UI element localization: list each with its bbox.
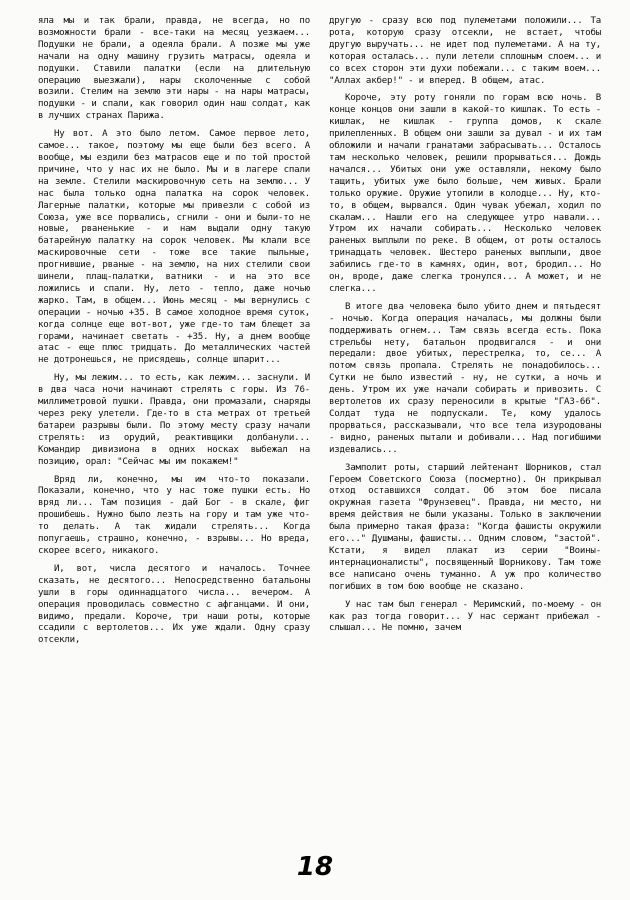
paragraph: У нас там был генерал - Меримский, по-моему - он как раз тогда говорит... У нас сержант прибежал - слышал... Не помню, зачем (329, 599, 601, 634)
paragraph: Ну, мы лежим... то есть, как лежим... заснули. И в два часа ночи начинают стрелять с горы. Из 76-миллиметровой пушки. Правда, они промазали, снаряды через реку улетели. Где-то в ста метрах от третьей батареи разрывы были. По этому месту сразу начали стрелять: из орудий, реактивщики долбанули... Командир дивизиона в одних носках выбежал на позицию, орал: "Сейчас мы им покажем!" (38, 373, 310, 467)
paragraph: В итоге два человека было убито днем и пятьдесят - ночью. Когда операция началась, мы должны были поддерживать огнем... Там связь всегда есть. Пока стрельбы нету, батальон продвигался - и они передали: двое убитых, перестрелка, то, се... А потом связь пропала. Стрелять не понадобилось... Сутки не было известий - ну, не сутки, а ночь и день. Утром их уже начали собирать и привозить. С вертолетов их сразу переносили в крытые "ГАЗ-66". Солдат туда не подпускали. Те, кому удалось прорваться, рассказывали, что все тела изуродованы - видно, раненых пытали и добивали... Над погибшими издевались... (329, 301, 601, 455)
paragraph: И, вот, числа десятого и началось. Точнее сказать, не десятого... Непосредственно батальоны ушли в горы одиннадцатого числа... вечером. А операция проводилась совместно с афганцами. И они, видимо, предали. Короче, три наши роты, которые ссадили с вертолетов... Их уже ждали. Одну сразу отсекли, (38, 563, 310, 646)
page-number: 18 (296, 852, 334, 882)
paragraph: Ну вот. А это было летом. Самое первое лето, самое... такое, поэтому мы еще были без всего. А вообще, мы ездили без матрасов еще и по той простой причине, что у нас их не было. Мы и в лагере спали на земле. Стелили маскировочную сеть на землю... У нас была только одна палатка на сорок человек. Лагерные палатки, которые мы привезли с собой из Союза, уже все порвались, сгнили - они и были-то не новые, рваненькие - и нам выдали одну такую батарейную палатку на сорок человек. Мы клали все маскировочные сети - тоже все такие пыльные, прогнившие, рваные - на землю, на них стелили свои шинели, плащ-палатки, ватники - и на это все ложились и спали. Ну, лето - тепло, даже ночью жарко. Там, в общем... Июнь месяц - мы вернулись с операции - ночью +35. В самое холодное время суток, когда солнце еще вот-вот, уже где-то там блещет за горами, начинает светать - +35. Ну, а днем вообще атас - еще плюс тридцать. До металлических частей не дотронешься, не присядешь, солнце шпарит... (38, 129, 310, 366)
paragraph: другую - сразу всю под пулеметами положили... Та рота, которую сразу отсекли, не встает, чтобы другую выручать... не идет под пулеметами. А на ту, которая осталась... пули летели сплошным слоем... и со всех сторон эти духи побежали... с таким воем... "Аллах акбер!" - и вперед. В общем, атас. (329, 16, 601, 86)
paragraph: Замполит роты, старший лейтенант Шорников, стал Героем Советского Союза (посмертно). Он прикрывал отход оставшихся солдат. Об этом бое писала окружная газета "Фрунзевец". Правда, ни место, ни время действия не были указаны. Только в заключении была примерно такая фраза: "Когда фашисты окружили его..." Душманы, фашисты... Одним словом, "застой". Кстати, я видел плакат из серии "Воины-интернационалисты", посвященный Шорникову. Там тоже все написано очень туманно. А уж про количество погибших в том бою вообще не сказано. (329, 462, 601, 592)
paragraph: Короче, эту роту гоняли по горам всю ночь. В конце концов они зашли в какой-то кишлак. То есть - кишлак, не кишлак - группа домов, к скале прилепленных. В общем они зашли за дувал - и их там обложили и начали гранатами забрасывать... Осталось там несколько человек, решили прорываться... Дождь начался... Убитых они уже оставляли, некому было тащить, убитых уже было больше, чем живых. Брали только оружие. Оружие утопили в колодце... Ну, кто-то, в общем, вырвался. Один чувак убежал, ходил по скалам... Нашли его на следующее утро навали... Утром их начали собирать... Несколько человек раненых выплыли по реке. В общем, от роты осталось тринадцать человек. Шестеро раненых выплыли, двое забились где-то в камнях, один, вот, бродил... Но он, вроде, даже слегка тронулся... А может, и не слегка... (329, 93, 601, 294)
right-column (329, 16, 601, 641)
paragraph: Вряд ли, конечно, мы им что-то показали. Показали, конечно, что у нас тоже пушки есть. Но вряд ли... Там позиция - дай Бог - в скале, фиг прошибешь. Нужно было лезть на гору и там уже что-то делать. А так жидали стрелять... Когда попугаешь, страшно, конечно, - взрывы... Но вреда, скорее всего, никакого. (38, 474, 310, 556)
left-column (38, 16, 310, 653)
paragraph: яла мы и так брали, правда, не всегда, но по возможности брали - все-таки на месяц уезжаем... Подушки не брали, а одеяла брали. А позже мы уже начали на одну машину грузить матрасы, одеяла и подушки. Ставили палатки (если на длительную операцию выезжали), нары сколоченные с собой возили. Стелим на землю эти нары - на нары матрасы, подушки - и спали, как говорил один наш солдат, как в лучших странах Парижа. (38, 16, 310, 122)
